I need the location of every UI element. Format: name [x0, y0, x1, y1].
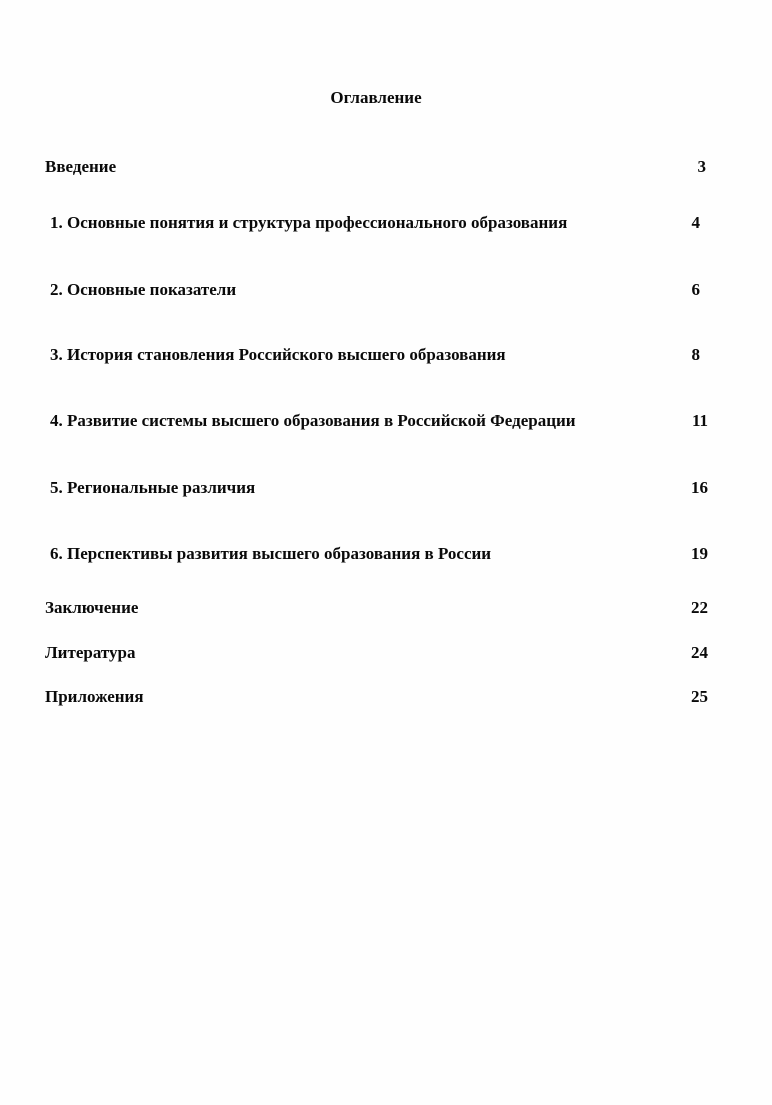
toc-entry-appendices [0, 687, 772, 711]
toc-entry-page: 24 [691, 643, 708, 662]
toc-entry-label: 6. Перспективы развития высшего образования в России [50, 544, 492, 563]
toc-entry-chapter-4 [0, 411, 772, 435]
toc-entry-label: Литература [45, 643, 136, 662]
toc-title: Оглавление [330, 88, 422, 107]
toc-entry-label: 4. Развитие системы высшего образования в Российской Федерации [50, 411, 576, 430]
toc-entry-label: 5. Региональные различия [50, 478, 256, 497]
toc-entry-chapter-1 [0, 213, 772, 237]
toc-entry-chapter-5 [0, 478, 772, 502]
toc-entry-introduction [0, 157, 772, 181]
toc-entry-page: 19 [691, 544, 708, 563]
toc-entry-chapter-3 [0, 345, 772, 369]
toc-entry-page: 8 [691, 345, 700, 364]
toc-entry-literature [0, 643, 772, 667]
toc-entry-page: 6 [691, 280, 700, 299]
toc-entry-conclusion [0, 598, 772, 622]
toc-entry-page: 4 [691, 213, 700, 232]
toc-entry-chapter-2 [0, 280, 772, 304]
toc-entry-label: Заключение [45, 598, 139, 617]
toc-entry-label: Приложения [45, 687, 144, 706]
toc-entry-label: 1. Основные понятия и структура профессионального образования [50, 213, 568, 232]
toc-entry-chapter-6 [0, 544, 772, 568]
toc-entry-page: 25 [691, 687, 708, 706]
toc-entry-page: 22 [691, 598, 708, 617]
toc-entry-label: 3. История становления Российского высшего образования [50, 345, 506, 364]
toc-entry-page: 11 [691, 411, 708, 430]
toc-entry-page: 3 [697, 157, 706, 176]
toc-entry-label: Введение [45, 157, 117, 176]
toc-entry-page: 16 [691, 478, 708, 497]
toc-entry-label: 2. Основные показатели [50, 280, 237, 299]
